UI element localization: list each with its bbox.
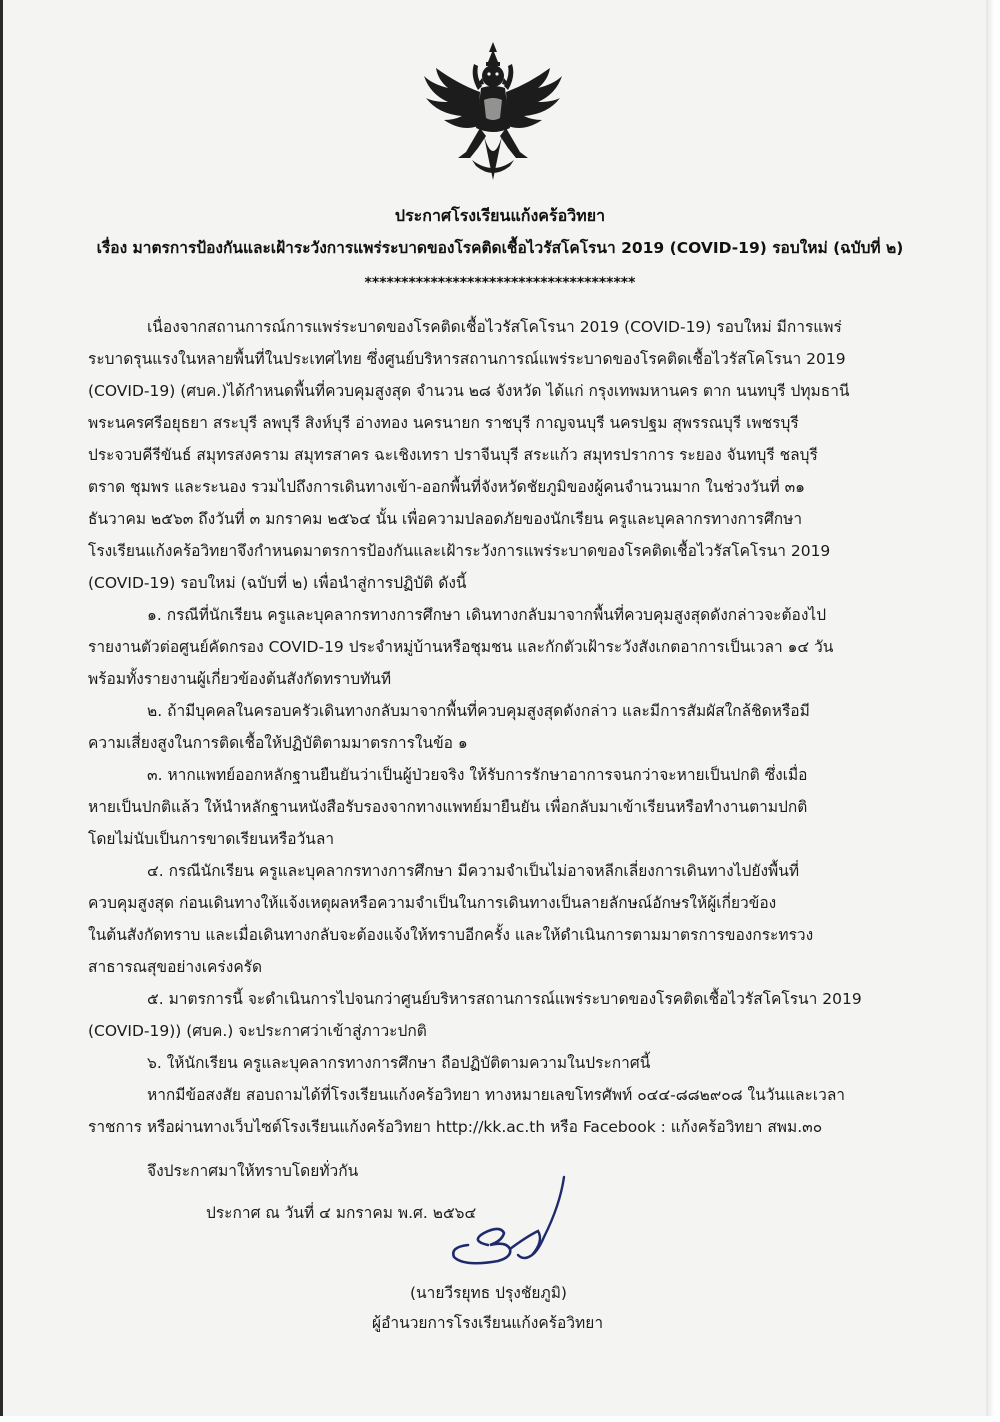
closing-text: จึงประกาศมาให้ทราบโดยทั่วกัน (147, 1162, 359, 1180)
intro-line: พระนครศรีอยุธยา สระบุรี ลพบุรี สิงห์บุรี อ่างทอง นครนายก ราชบุรี กาญจนบุรี นครปฐม สุพรรณบุรี เพชรบุรี (88, 414, 799, 432)
scan-edge-left (0, 0, 3, 1422)
measure-item-3: ๓. หากแพทย์ออกหลักฐานยืนยันว่าเป็นผู้ป่วยจริง ให้รับการรักษาอาการจนกว่าจะหายเป็นปกติ ซึ่งเมื่อ (147, 766, 808, 784)
measure-item-1: ๑. กรณีที่นักเรียน ครูและบุคลากรทางการศึกษา เดินทางกลับมาจากพื้นที่ควบคุมสูงสุดดังกล่าวจะต้องไป (147, 606, 827, 624)
scan-edge-right (986, 0, 1000, 1422)
intro-line: ประจวบคีรีขันธ์ สมุทรสงคราม สมุทรสาคร ฉะเชิงเทรา ปราจีนบุรี สระแก้ว สมุทรปราการ ระยอง จันทบุรี ชลบุรี (88, 446, 818, 464)
intro-line: โรงเรียนแก้งคร้อวิทยาจึงกำหนดมาตรการป้องกันและเฝ้าระวังการแพร่ระบาดของโรคติดเชื้อไวรัสโคโรนา 2019 (88, 542, 831, 560)
measure-item-1: พร้อมทั้งรายงานผู้เกี่ยวข้องต้นสังกัดทราบทันที (88, 670, 392, 688)
announcement-subject: เรื่อง มาตรการป้องกันและเฝ้าระวังการแพร่ระบาดของโรคติดเชื้อไวรัสโคโรนา 2019 (COVID-19) รอบใหม่ (ฉบับที่ ๒) (96, 239, 904, 257)
intro-line: เนื่องจากสถานการณ์การแพร่ระบาดของโรคติดเชื้อไวรัสโคโรนา 2019 (COVID-19) รอบใหม่ มีการแพร่ (147, 318, 842, 336)
measure-item-4: ในต้นสังกัดทราบ และเมื่อเดินทางกลับจะต้องแจ้งให้ทราบอีกครั้ง และให้ดำเนินการตามมาตรการของกระทรวง (88, 926, 814, 944)
signer-name: (นายวีรยุทธ ปรุงชัยภูมิ) (410, 1284, 567, 1302)
measure-item-5: ๕. มาตรการนี้ จะดำเนินการไปจนกว่าศูนย์บริหารสถานการณ์แพร่ระบาดของโรคติดเชื้อไวรัสโคโรนา 2019 (147, 990, 862, 1008)
announcement-date: ประกาศ ณ วันที่ ๔ มกราคม พ.ศ. ๒๕๖๔ (206, 1204, 477, 1222)
contact-line: ราชการ หรือผ่านทางเว็บไซต์โรงเรียนแก้งคร้อวิทยา http://kk.ac.th หรือ Facebook : แก้งคร้อวิทยา สพม.๓๐ (88, 1118, 823, 1136)
scan-edge-bottom (0, 1416, 1000, 1422)
measure-item-3: โดยไม่นับเป็นการขาดเรียนหรือวันลา (88, 830, 335, 848)
garuda-emblem-icon (418, 40, 568, 190)
separator-line: ************************************* (364, 275, 636, 291)
intro-line: (COVID-19) รอบใหม่ (ฉบับที่ ๒) เพื่อนำสู่การปฏิบัติ ดังนี้ (88, 574, 467, 592)
measure-item-5: (COVID-19)) (ศบค.) จะประกาศว่าเข้าสู่ภาวะปกติ (88, 1022, 427, 1040)
measure-item-2: ๒. ถ้ามีบุคคลในครอบครัวเดินทางกลับมาจากพื้นที่ควบคุมสูงสุดดังกล่าว และมีการสัมผัสใกล้ชิดหรือมี (147, 702, 810, 720)
signer-position: ผู้อำนวยการโรงเรียนแก้งคร้อวิทยา (372, 1314, 604, 1332)
measure-item-4: สาธารณสุขอย่างเคร่งครัด (88, 958, 263, 976)
measure-item-4: ๔. กรณีนักเรียน ครูและบุคลากรทางการศึกษา มีความจำเป็นไม่อาจหลีกเลี่ยงการเดินทางไปยังพื้นที่ (147, 862, 800, 880)
intro-line: ระบาดรุนแรงในหลายพื้นที่ในประเทศไทย ซึ่งศูนย์บริหารสถานการณ์แพร่ระบาดของโรคติดเชื้อไวรัสโคโรนา 2019 (88, 350, 846, 368)
measure-item-2: ความเสี่ยงสูงในการติดเชื้อให้ปฏิบัติตามมาตรการในข้อ ๑ (88, 734, 468, 752)
intro-line: ตราด ชุมพร และระนอง รวมไปถึงการเดินทางเข้า-ออกพื้นที่จังหวัดชัยภูมิของผู้คนจำนวนมาก ในช่วงวันที่ ๓๑ (88, 478, 806, 496)
measure-item-3: หายเป็นปกติแล้ว ให้นำหลักฐานหนังสือรับรองจากทางแพทย์มายืนยัน เพื่อกลับมาเข้าเรียนหรือทำงานตามปกติ (88, 798, 808, 816)
intro-line: (COVID-19) (ศบค.)ได้กำหนดพื้นที่ควบคุมสูงสุด จำนวน ๒๘ จังหวัด ได้แก่ กรุงเทพมหานคร ตาก นนทบุรี ปทุมธานี (88, 382, 850, 400)
handwritten-signature (440, 1175, 580, 1270)
intro-line: ธันวาคม ๒๕๖๓ ถึงวันที่ ๓ มกราคม ๒๕๖๔ นั้น เพื่อความปลอดภัยของนักเรียน ครูและบุคลากรทางการศึกษา (88, 510, 803, 528)
announcement-title: ประกาศโรงเรียนแก้งคร้อวิทยา (394, 206, 606, 225)
measure-item-1: รายงานตัวต่อศูนย์คัดกรอง COVID-19 ประจำหมู่บ้านหรือชุมชน และกักตัวเฝ้าระวังสังเกตอาการเป็นเวลา ๑๔ วัน (88, 638, 834, 656)
contact-line: หากมีข้อสงสัย สอบถามได้ที่โรงเรียนแก้งคร้อวิทยา ทางหมายเลขโทรศัพท์ ๐๔๔-๘๘๒๙๐๘ ในวันและเวลา (147, 1086, 846, 1104)
measure-item-4: ควบคุมสูงสุด ก่อนเดินทางให้แจ้งเหตุผลหรือความจำเป็นในการเดินทางเป็นลายลักษณ์อักษรให้ผู้เกี่ยวข้อง (88, 894, 777, 912)
measure-item-6: ๖. ให้นักเรียน ครูและบุคลากรทางการศึกษา ถือปฏิบัติตามความในประกาศนี้ (147, 1054, 651, 1072)
